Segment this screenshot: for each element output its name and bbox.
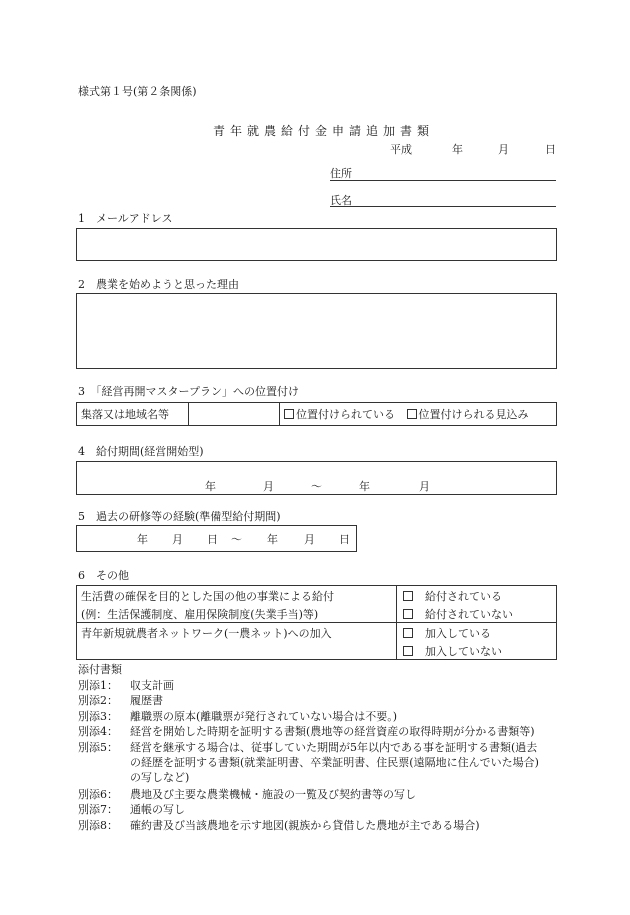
benefit-received-option[interactable]: 給付されている xyxy=(403,588,552,604)
training-start-year: 年 xyxy=(137,533,148,546)
area-label: 集落又は地域名等 xyxy=(77,403,189,426)
date-era: 平成 xyxy=(390,143,412,156)
section-5-title: 5 過去の研修等の経験(準備型給付期間) xyxy=(78,510,281,523)
section-2-title: 2 農業を始めようと思った理由 xyxy=(78,278,239,291)
attachment-item: 別添3： 離職票の原本(離職票が発行されていない場合は不要。) xyxy=(78,710,398,723)
name-field[interactable] xyxy=(330,206,556,207)
training-end-month: 月 xyxy=(304,533,315,546)
form-title: 青年就農給付金申請追加書類 xyxy=(213,124,435,138)
attachment-item: 別添1： 収支計画 xyxy=(78,679,174,692)
attachment-item: 別添2： 履歴書 xyxy=(78,694,163,707)
name-label: 氏名 xyxy=(330,194,352,207)
other-table xyxy=(76,585,557,660)
section-4-title: 4 給付期間(経営開始型) xyxy=(78,445,204,458)
training-end-day: 日 xyxy=(339,533,350,546)
network-joined-option[interactable]: 加入している xyxy=(403,625,552,641)
attachment-item: 別添7： 通帳の写し xyxy=(78,803,185,816)
benefit-not-received-option[interactable]: 給付されていない xyxy=(403,606,552,622)
network-label: 青年新規就農者ネットワーク(一農ネット)への加入 xyxy=(77,623,397,660)
date-day: 日 xyxy=(545,143,556,156)
attachment-item: 別添5： 経営を継承する場合は、従事していた期間が5年以内である事を証明する書類(過去 の経歴を証明する書類(就業証明書、卒業証明書、住民票(遠隔地に住んでいた場合) の写しなど) xyxy=(78,741,539,784)
training-tilde: ～ xyxy=(231,533,242,546)
other-benefits-label: 生活費の確保を目的とした国の他の事業による給付 (例：生活保護制度、雇用保険制度(失業手当)等) xyxy=(77,586,397,623)
checkbox-icon xyxy=(403,628,413,638)
period-start-month: 月 xyxy=(263,480,274,493)
checkbox-icon xyxy=(403,591,413,601)
section-1-title: 1 メールアドレス xyxy=(78,212,173,225)
period-start-year: 年 xyxy=(205,480,216,493)
other-benefits-options xyxy=(397,586,557,623)
network-not-joined-option[interactable]: 加入していない xyxy=(403,643,552,659)
training-start-month: 月 xyxy=(172,533,183,546)
form-number: 様式第１号(第２条関係) xyxy=(78,85,197,98)
network-options xyxy=(397,623,557,660)
address-label: 住所 xyxy=(330,167,352,180)
attachment-item: 別添6： 農地及び主要な農業機械・施設の一覧及び契約書等の写し xyxy=(78,788,416,801)
period-tilde: ～ xyxy=(311,480,322,493)
training-period-box[interactable] xyxy=(76,525,357,552)
address-field[interactable] xyxy=(330,180,556,181)
checkbox-icon xyxy=(407,409,417,419)
expected-option[interactable]: 位置付けられる見込み xyxy=(407,408,529,421)
positioning-options xyxy=(280,403,557,426)
checkbox-icon xyxy=(284,409,294,419)
section-6-title: 6 その他 xyxy=(78,569,129,582)
date-year: 年 xyxy=(452,143,463,156)
checkbox-icon xyxy=(403,646,413,656)
positioned-option[interactable]: 位置付けられている xyxy=(284,408,395,421)
checkbox-icon xyxy=(403,609,413,619)
attachment-item: 別添4： 経営を開始した時期を証明する書類(農地等の経営資産の取得時期が分かる書類等) xyxy=(78,725,535,738)
period-end-month: 月 xyxy=(419,480,430,493)
attachment-item: 別添8： 確約書及び当該農地を示す地図(親族から貸借した農地が主である場合) xyxy=(78,819,480,832)
attachments-heading: 添付書類 xyxy=(78,663,122,676)
area-input[interactable] xyxy=(189,403,280,426)
payment-period-box[interactable] xyxy=(76,461,557,495)
training-end-year: 年 xyxy=(267,533,278,546)
section-3-title: 3 「経営再開マスタープラン」への位置付け xyxy=(78,385,299,398)
master-plan-table xyxy=(76,402,557,426)
period-end-year: 年 xyxy=(359,480,370,493)
training-start-day: 日 xyxy=(207,533,218,546)
reason-field[interactable] xyxy=(76,293,557,369)
date-month: 月 xyxy=(498,143,509,156)
email-field[interactable] xyxy=(76,228,557,261)
